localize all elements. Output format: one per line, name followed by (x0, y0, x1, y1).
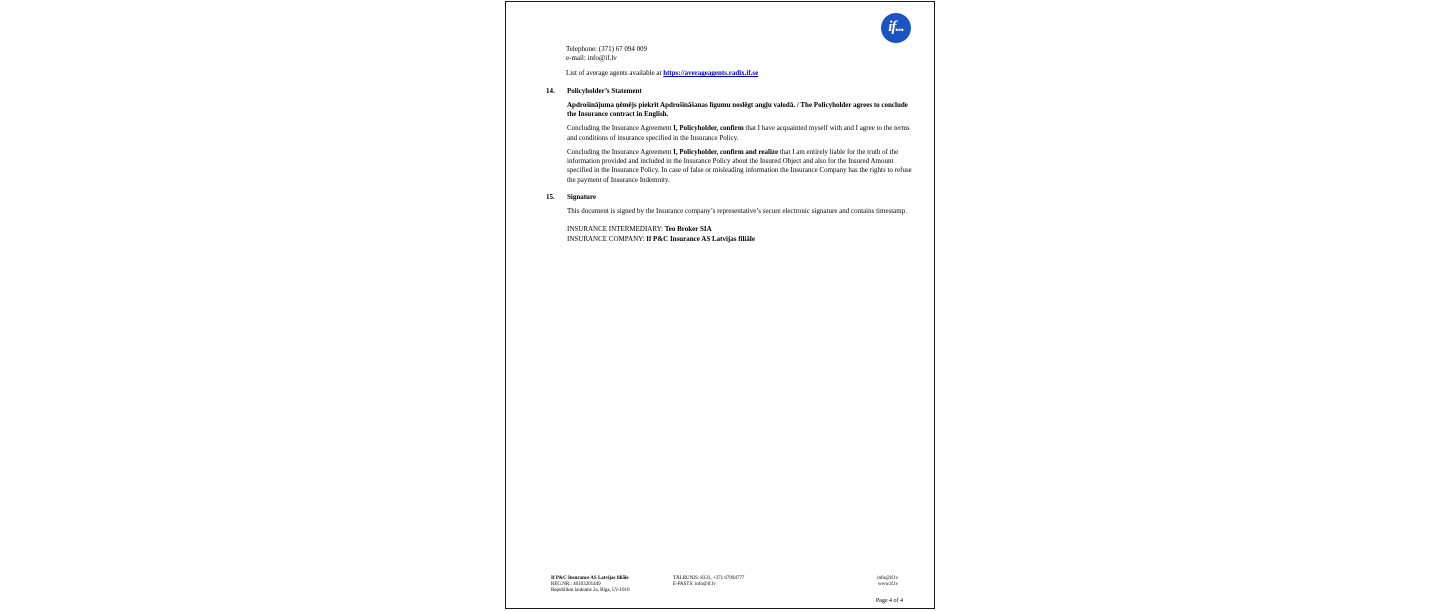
section-signature (546, 193, 912, 244)
footer-phone: TĀLRUNIS: 8333, +371 67094777 (673, 576, 745, 581)
section-14-heading (546, 87, 912, 96)
confirm-paragraph-bold: I, Policyholder, confirm (673, 124, 744, 133)
average-agents-link[interactable]: https://averageagents.radix.if.se (663, 69, 759, 78)
company-value: If P&C Insurance AS Latvijas filiāle (646, 234, 755, 243)
page-number: Page 4 of 4 (875, 598, 903, 604)
section-14-body (567, 101, 912, 185)
email-line: e-mail: info@if.lv (566, 54, 617, 63)
signature-paragraph: This document is signed by the Insurance company’s representative’s secure electronic signature and contains timestamp. (567, 206, 907, 215)
intermediary-value: Teo Broker SIA (664, 225, 712, 234)
section-15-body (567, 207, 912, 244)
if-logo-text: if... (888, 18, 904, 35)
footer-company-name: If P&C Insurance AS Latvijas filiāle (551, 576, 629, 581)
footer-email: info@if.lv (877, 576, 898, 581)
section-15-number: 15. (546, 193, 555, 201)
section-14-number: 14. (546, 87, 555, 95)
company-line (567, 235, 755, 243)
footer-address: Republikas laukums 2a, Rīga, LV-1010 (551, 588, 630, 593)
telephone-line: Telephone: (371) 67 094 009 (566, 45, 648, 53)
footer-web-column (877, 576, 898, 588)
section-14-title: Policyholder’s Statement (567, 87, 642, 95)
confirm-paragraph (567, 124, 912, 143)
section-15-title: Signature (567, 193, 597, 201)
confirm-realize-text: Concluding the Insurance Agreement (567, 147, 674, 156)
if-logo-icon (881, 13, 911, 43)
document-page (505, 1, 935, 609)
agents-prefix: List of average agents available at (566, 69, 664, 78)
agents-line (566, 69, 758, 78)
confirm-realize-rest: that I am entirely liable for the truth of the information provided and included in the Insurance Policy about the Insured Object and also for the Insured Amount specified in the Insurance Policy. In case of false or misleading information the Insurance Company has the rights to refuse the payment of Insurance Indemnity. (567, 147, 912, 184)
footer-phone-column (673, 576, 744, 588)
intermediary-line (567, 225, 712, 233)
confirm-realize-bold: I, Policyholder, confirm and realize (673, 147, 779, 156)
section-15-heading (546, 193, 912, 202)
footer-reg-number: REG.NR.: 40103201449 (551, 582, 601, 587)
statement-bilingual-paragraph: Apdrošinājuma ņēmējs piekrīt Apdrošināšanas līgumu noslēgt angļu valodā. / The Policyholder agrees to conclude the Insurance contract in English. (567, 100, 908, 119)
confirm-paragraph-rest: that I have acquainted myself with and I agree to the terms and conditions of insurance specified in the Insurance Policy. (567, 124, 910, 142)
footer-website: www.if.lv (878, 582, 898, 587)
confirm-realize-paragraph (567, 148, 912, 186)
footer-epasts: E-PASTS: info@if.lv (673, 582, 716, 587)
contact-block (566, 45, 758, 79)
section-policyholders-statement (546, 87, 912, 185)
company-label: INSURANCE COMPANY: (567, 234, 647, 243)
footer-company-column (551, 576, 630, 594)
parties-block (567, 225, 912, 244)
confirm-paragraph-text: Concluding the Insurance Agreement (567, 124, 674, 133)
intermediary-label: INSURANCE INTERMEDIARY: (567, 225, 665, 234)
